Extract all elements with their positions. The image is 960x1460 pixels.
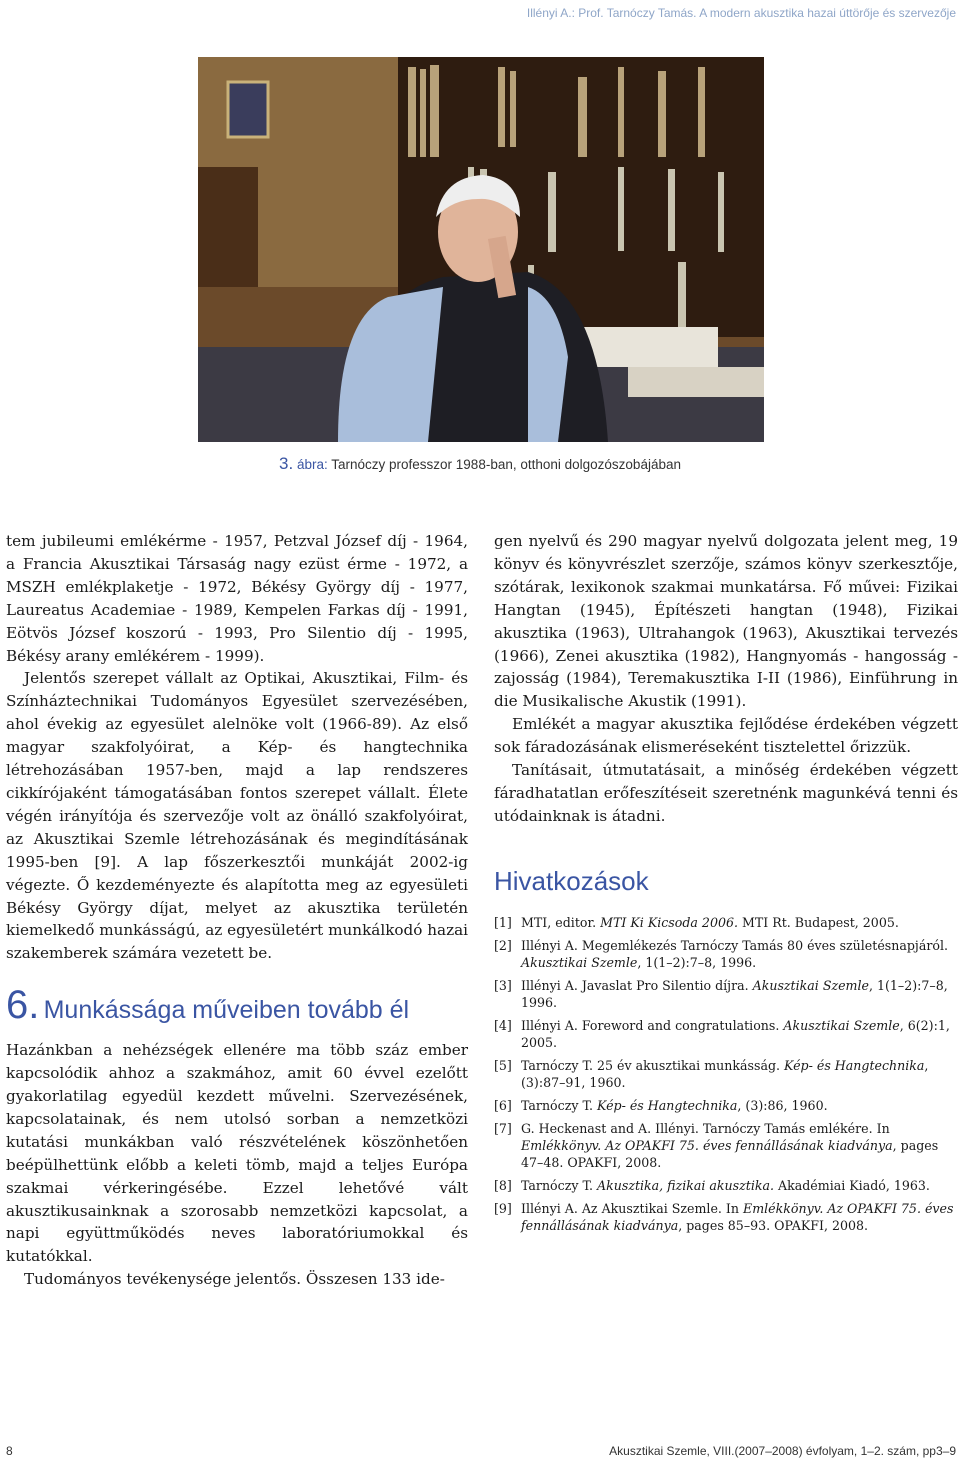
reference-text-part: Akadémiai Kiadó, 1963. <box>774 1177 930 1193</box>
reference-text-part: G. Heckenast and A. Illényi. Tarnóczy Tamás emlékére. In <box>521 1120 890 1136</box>
reference-text-part: MTI Rt. Budapest, 2005. <box>737 914 899 930</box>
reference-text-part: , 1(1–2):7–8, 1996. <box>521 977 948 1010</box>
reference-text <box>521 1017 958 1051</box>
reference-text-part: Tarnóczy T. <box>521 1177 598 1193</box>
reference-item <box>494 1097 958 1114</box>
reference-number: [5] <box>494 1057 512 1073</box>
reference-text-part: Tarnóczy T. 25 év akusztikai munkásság. <box>521 1057 785 1073</box>
body-paragraph: tem jubileumi emlékérme - 1957, Petzval József díj - 1964, a Francia Akusztikai Társaság nagy ezüst érme - 1972, a MSZH emlékplaketje - 1972, Békésy György díj - 1977, Laureatus Academiae - 1989, Kempelen Farkas díj - 1991, Eötvös József koszorú - 1993, Pro Silentio díj - 1995, Békésy arany emlékérem - 1999). <box>6 532 468 665</box>
reference-text <box>521 1057 958 1091</box>
reference-text-part: Akusztikai Szemle <box>521 954 638 970</box>
reference-item <box>494 977 958 1011</box>
reference-text-part: Emlékkönyv. Az OPAKFI 75. éves fennállásának kiadványa <box>521 1137 893 1153</box>
figure-label: ábra: <box>296 457 328 472</box>
reference-text-part: Akusztikai Szemle <box>752 977 869 993</box>
reference-text-part: , (3):87–91, 1960. <box>521 1057 929 1090</box>
reference-text-part: Illényi A. Megemlékezés Tarnóczy Tamás 80 éves születésnapjáról. <box>521 937 948 953</box>
reference-number: [2] <box>494 937 512 953</box>
body-paragraph: Emlékét a magyar akusztika fejlődése érdekében végzett sok fáradozásának elismeréseként tisztelettel őrizzük. <box>494 715 958 757</box>
reference-number: [4] <box>494 1017 512 1033</box>
reference-text-part: Kép- és Hangtechnika <box>784 1057 925 1073</box>
reference-text-part: Emlékkönyv. Az OPAKFI 75. éves fennállásának kiadványa <box>521 1200 954 1233</box>
reference-text-part: Illényi A. Javaslat Pro Silentio díjra. <box>521 977 753 993</box>
references-list <box>494 914 958 1234</box>
reference-item <box>494 1017 958 1051</box>
figure-number: 3. <box>279 454 294 473</box>
body-paragraph: Tanításait, útmutatásait, a minőség érdekében végzett fáradhatatlan erőfeszítéseit szeretnénk magunkévá tenni és utódainknak is átadni. <box>494 761 958 825</box>
reference-text-part: Akusztika, fizikai akusztika. <box>597 1177 774 1193</box>
page-number: 8 <box>6 1444 13 1458</box>
reference-number: [6] <box>494 1097 512 1113</box>
reference-text <box>521 1200 958 1234</box>
reference-text <box>521 1120 958 1171</box>
reference-text-part: Illényi A. Az Akusztikai Szemle. In <box>521 1200 744 1216</box>
reference-text-part: MTI Ki Kicsoda 2006. <box>600 914 738 930</box>
references-heading: Hivatkozások <box>494 865 649 896</box>
section-number: 6. <box>6 983 40 1028</box>
body-paragraph: gen nyelvű és 290 magyar nyelvű dolgozata jelent meg, 19 könyv és könyvrészlet szerzője, számos könyv szerkesztője, szótárak, lexikonok szakmai munkatársa. Fő művei: Fizikai Hangtan (1945), Építészeti hangtan (1948), Fizikai akusztika (1963), Ultrahangok (1963), Akusztikai tervezés (1966), Zenei akusztika (1982), Hangnyomás - hangosság - zajosság (1984), Teremakusztika I-II (1986), Einführung in die Musikalische Akustik (1991). <box>494 532 958 711</box>
reference-text <box>521 937 958 971</box>
reference-text-part: , (3):86, 1960. <box>737 1097 828 1113</box>
reference-number: [7] <box>494 1120 512 1136</box>
reference-number: [8] <box>494 1177 512 1193</box>
reference-item <box>494 1120 958 1171</box>
figure-caption-text: Tarnóczy professzor 1988-ban, otthoni dolgozószobájában <box>331 457 681 472</box>
reference-number: [9] <box>494 1200 512 1216</box>
reference-text-part: , 6(2):1, 2005. <box>521 1017 950 1050</box>
reference-item <box>494 914 958 931</box>
reference-text-part: Akusztikai Szemle <box>783 1017 900 1033</box>
reference-item <box>494 1177 958 1194</box>
section-heading <box>6 983 468 1028</box>
body-paragraph: Tudományos tevékenysége jelentős. Összesen 133 ide- <box>24 1270 445 1289</box>
reference-text-part: , pages 47–48. OPAKFI, 2008. <box>521 1137 939 1170</box>
section-title: Munkássága műveiben tovább él <box>43 996 410 1025</box>
left-column <box>6 530 468 1291</box>
reference-item <box>494 1057 958 1091</box>
reference-text-part: Tarnóczy T. <box>521 1097 598 1113</box>
reference-item <box>494 937 958 971</box>
reference-text <box>521 1097 958 1114</box>
journal-footer: Akusztikai Szemle, VIII.(2007–2008) évfolyam, 1–2. szám, pp3–9 <box>609 1444 956 1458</box>
reference-number: [1] <box>494 914 512 930</box>
reference-number: [3] <box>494 977 512 993</box>
body-paragraph: Hazánkban a nehézségek ellenére ma több száz ember kapcsolódik ahhoz a szakmához, amit 60 évvel ezelőtt gyakorlatilag egyedül kezdett művelni. Szervezésének, kapcsolatainak, és nem utolsó sorban a nemzetközi kutatási munkákban való részvételének köszönhetően beépülhettünk előbb a keleti tömb, majd a teljes Európa szakmai vérkeringésébe. Ezzel lehetővé vált akusztikusainknak a szorosabb nemzetközi kapcsolat, a napi együttműködés neves laboratóriumokkal és kutatókkal. <box>6 1041 468 1266</box>
body-paragraph: Jelentős szerepet vállalt az Optikai, Akusztikai, Film- és Színháztechnikai Tudományos Egyesület szervezésében, ahol évekig az egyesület alelnöke volt (1966-89). Az első magyar szakfolyóirat, a Kép- és hangtechnika létrehozásában 1957-ben, majd a lap rendszeres cikkírójaként támogatásában fontos szerepet vállalt. Élete végén irányítója és szervezője volt az önálló szakfolyóirat, az Akusztikai Szemle létrehozásának és megindításának 1995-ben [9]. A lap főszerkesztői munkáját 2002-ig végezte. Ő kezdeményezte és alapította meg az egyesületi Békésy György díjat, melyet az akusztika területén kiemelkedő munkásságú, az egyesületért munkálkodó hazai szakemberek számára vezetett be. <box>6 669 468 963</box>
reference-text <box>521 914 958 931</box>
figure-caption <box>0 454 960 474</box>
reference-item <box>494 1200 958 1234</box>
reference-text-part: , pages 85–93. OPAKFI, 2008. <box>678 1217 869 1233</box>
reference-text <box>521 977 958 1011</box>
running-header: Illényi A.: Prof. Tarnóczy Tamás. A modern akusztika hazai úttörője és szervezője <box>526 6 956 20</box>
figure-photo <box>198 57 764 442</box>
reference-text-part: , 1(1–2):7–8, 1996. <box>637 954 757 970</box>
reference-text-part: MTI, editor. <box>521 914 601 930</box>
reference-text-part: Kép- és Hangtechnika <box>597 1097 738 1113</box>
reference-text-part: Illényi A. Foreword and congratulations. <box>521 1017 784 1033</box>
right-column <box>494 530 958 1240</box>
reference-text <box>521 1177 958 1194</box>
